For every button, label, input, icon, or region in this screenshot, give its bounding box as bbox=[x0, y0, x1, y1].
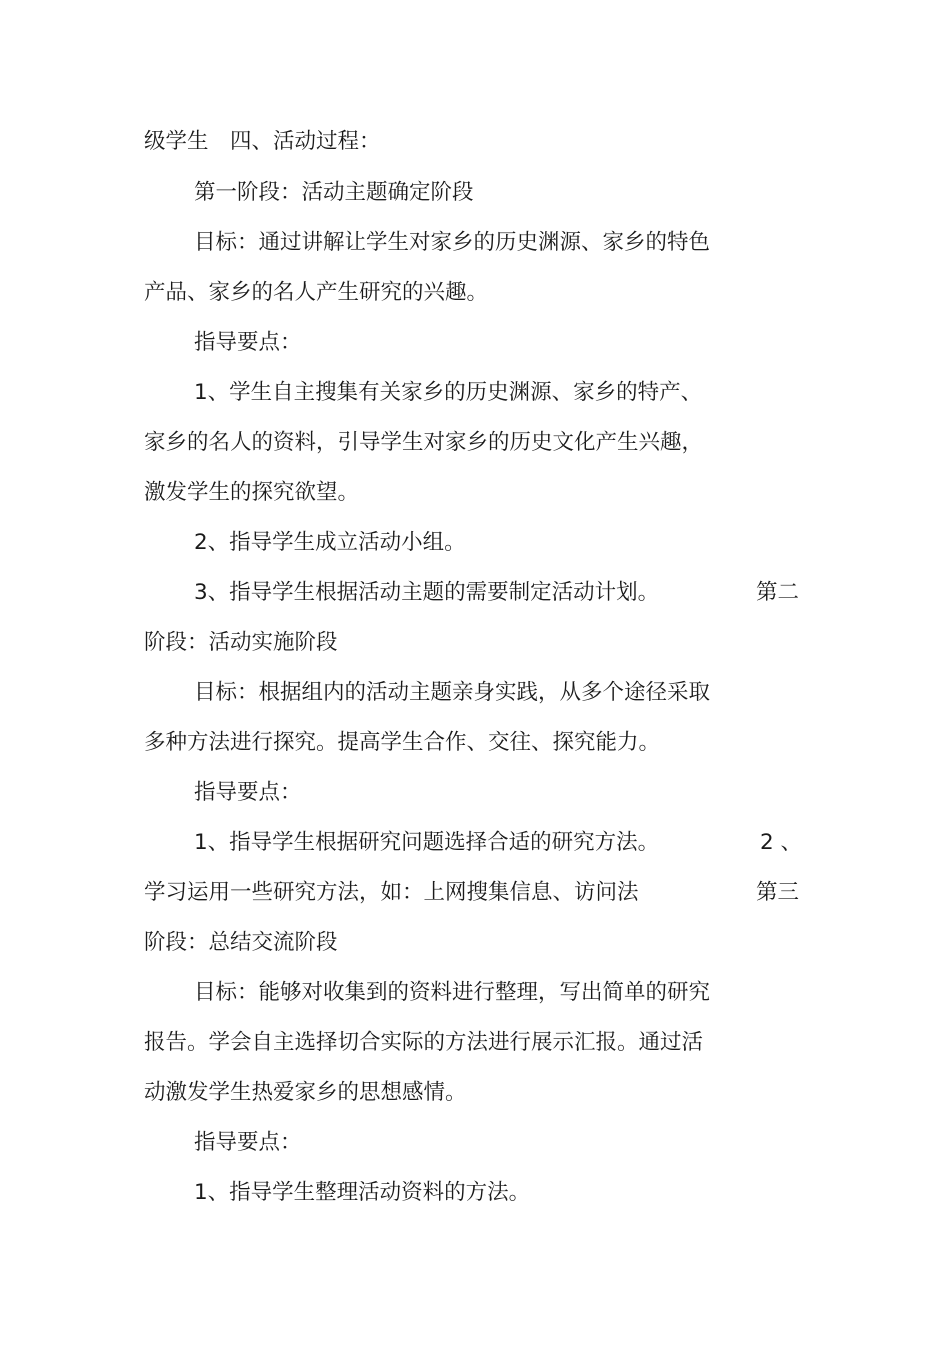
text-line: 目标：能够对收集到的资料进行整理，写出简单的研究 bbox=[194, 980, 711, 1005]
text-line: 1、指导学生根据研究问题选择合适的研究方法。 bbox=[194, 830, 660, 855]
text-line: 1、学生自主搜集有关家乡的历史渊源、家乡的特产、 bbox=[194, 380, 703, 405]
text-line: 产品、家乡的名人产生研究的兴趣。 bbox=[144, 280, 489, 305]
text-line: 2、指导学生成立活动小组。 bbox=[194, 530, 466, 555]
text-line: 激发学生的探究欲望。 bbox=[144, 480, 360, 505]
stage-heading: 阶段：活动实施阶段 bbox=[144, 630, 338, 655]
text-line: 3、指导学生根据活动主题的需要制定活动计划。 bbox=[194, 580, 660, 605]
text-line: 报告。学会自主选择切合实际的方法进行展示汇报。通过活 bbox=[144, 1030, 704, 1055]
guidance-heading: 指导要点： bbox=[194, 1130, 302, 1155]
text-line: 家乡的名人的资料，引导学生对家乡的历史文化产生兴趣， bbox=[144, 430, 704, 455]
stage-heading: 第一阶段：活动主题确定阶段 bbox=[194, 180, 474, 205]
text-line: 1、指导学生整理活动资料的方法。 bbox=[194, 1180, 531, 1205]
stage-heading-fragment: 第二 bbox=[756, 580, 800, 605]
list-number-fragment: 2 、 bbox=[760, 830, 803, 855]
text-line: 学习运用一些研究方法，如：上网搜集信息、访问法 bbox=[144, 880, 639, 905]
guidance-heading: 指导要点： bbox=[194, 780, 302, 805]
guidance-heading: 指导要点： bbox=[194, 330, 302, 355]
stage-heading: 阶段：总结交流阶段 bbox=[144, 930, 338, 955]
text-line: 级学生 四、活动过程： bbox=[144, 129, 381, 154]
text-line: 动激发学生热爱家乡的思想感情。 bbox=[144, 1080, 467, 1105]
text-line: 目标：通过讲解让学生对家乡的历史渊源、家乡的特色 bbox=[194, 230, 711, 255]
stage-heading-fragment: 第三 bbox=[756, 880, 800, 905]
text-line: 多种方法进行探究。提高学生合作、交往、探究能力。 bbox=[144, 730, 661, 755]
text-line: 目标：根据组内的活动主题亲身实践，从多个途径采取 bbox=[194, 680, 711, 705]
